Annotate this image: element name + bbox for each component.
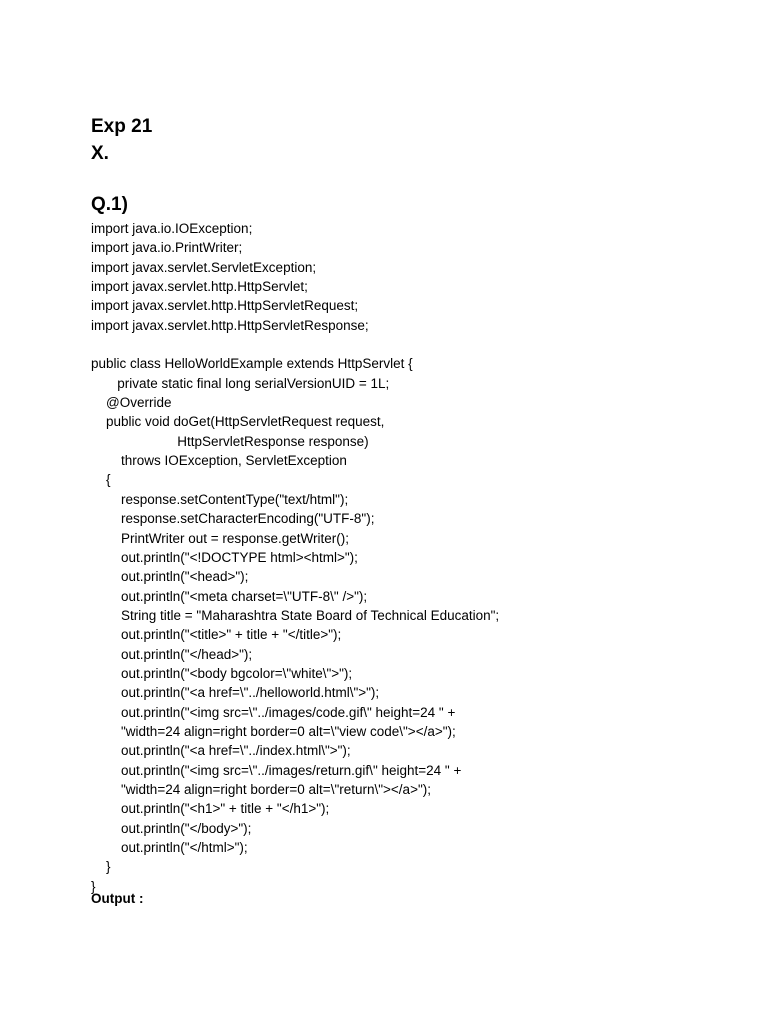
code-line: private static final long serialVersionUID = 1L; — [91, 375, 390, 391]
code-line: out.println("<a href=\"../helloworld.html\">"); — [91, 685, 380, 701]
code-line: PrintWriter out = response.getWriter(); — [91, 530, 349, 546]
code-listing — [91, 219, 751, 896]
code-line: public void doGet(HttpServletRequest request, — [91, 414, 385, 430]
code-line: } — [91, 878, 96, 894]
code-line: out.println("<head>"); — [91, 569, 249, 585]
code-line: response.setContentType("text/html"); — [91, 491, 349, 507]
code-line — [91, 335, 751, 354]
section-heading: X. — [91, 143, 109, 164]
code-line: out.println("<title>" + title + "</title>"); — [91, 627, 342, 643]
code-line: { — [91, 472, 111, 488]
code-line: out.println("</head>"); — [91, 646, 253, 662]
experiment-title: Exp 21 — [91, 116, 153, 137]
code-line: HttpServletResponse response) — [91, 433, 369, 449]
code-line: @Override — [91, 395, 172, 411]
code-line: out.println("<a href=\"../index.html\">"); — [91, 743, 351, 759]
output-label: Output : — [91, 891, 144, 906]
code-line: out.println("<meta charset=\"UTF-8\" />"); — [91, 588, 368, 604]
code-line: response.setCharacterEncoding("UTF-8"); — [91, 511, 375, 527]
code-line: "width=24 align=right border=0 alt=\"return\"></a>"); — [91, 781, 431, 797]
code-line: import javax.servlet.http.HttpServletRequest; — [91, 298, 359, 314]
code-line: out.println("<!DOCTYPE html><html>"); — [91, 549, 358, 565]
code-line: "width=24 align=right border=0 alt=\"view code\"></a>"); — [91, 723, 456, 739]
code-line: throws IOException, ServletException — [91, 453, 347, 469]
code-line: public class HelloWorldExample extends HttpServlet { — [91, 356, 413, 372]
code-line: import java.io.IOException; — [91, 221, 253, 236]
code-line: import javax.servlet.http.HttpServlet; — [91, 279, 308, 295]
code-line: out.println("<img src=\"../images/code.gif\" height=24 " + — [91, 704, 456, 720]
code-line: out.println("</html>"); — [91, 840, 248, 855]
question-heading: Q.1) — [91, 194, 128, 215]
code-line: out.println("<body bgcolor=\"white\">"); — [91, 665, 353, 681]
code-line: out.println("</body>"); — [91, 820, 252, 836]
code-line: out.println("<img src=\"../images/return.gif\" height=24 " + — [91, 762, 462, 778]
code-line: import javax.servlet.http.HttpServletResponse; — [91, 317, 369, 333]
code-line: String title = "Maharashtra State Board of Technical Education"; — [91, 607, 500, 623]
code-line: } — [91, 859, 111, 875]
code-line: import javax.servlet.ServletException; — [91, 259, 317, 275]
code-line: import java.io.PrintWriter; — [91, 240, 243, 256]
code-line: out.println("<h1>" + title + "</h1>"); — [91, 801, 330, 817]
